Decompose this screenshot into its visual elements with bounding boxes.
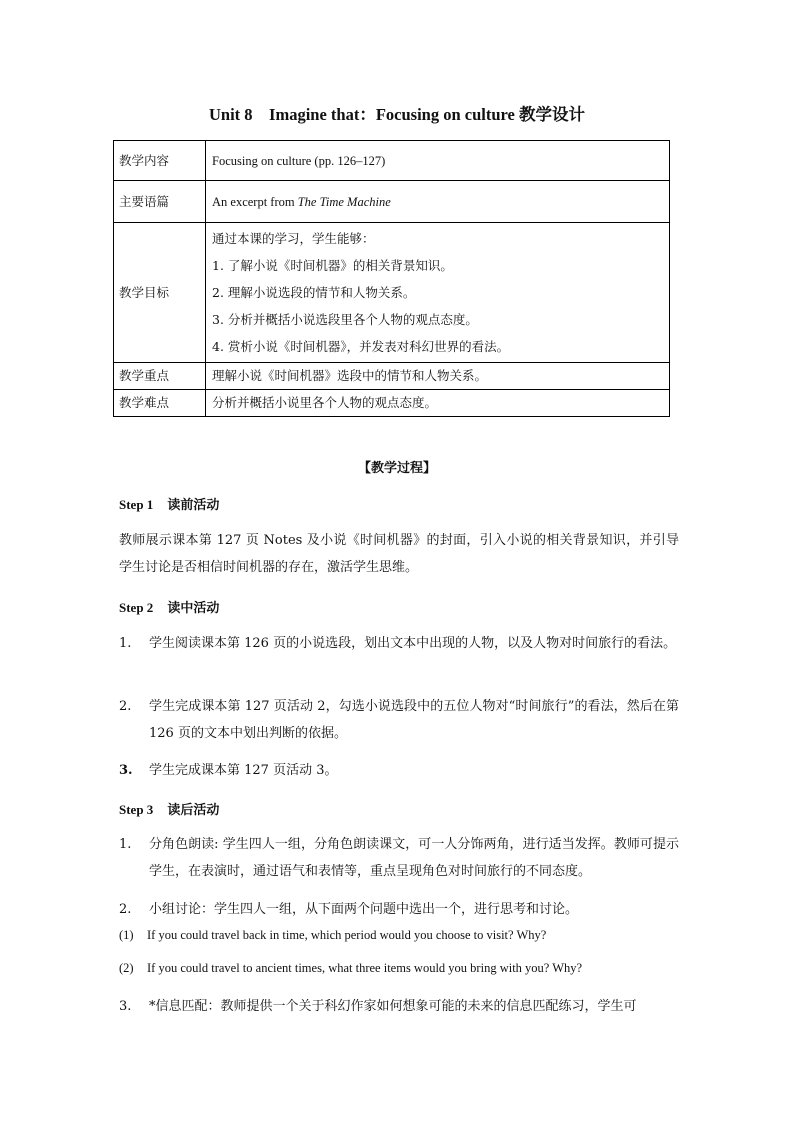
document-title: Unit 8 Imagine that：Focusing on culture 教学设计 — [208, 105, 585, 124]
table-row — [114, 141, 670, 181]
item-text: 学生完成课本第 127 页活动 2，勾选小说选段中的五位人物对“时间旅行”的看法，然后在第 126 页的文本中划出判断的依据。 — [149, 699, 679, 741]
item-number: 1. — [119, 837, 132, 852]
objective-item: 1. 了解小说《时间机器》的相关背景知识。 — [212, 258, 453, 273]
question-text: If you could travel to ancient times, what three items would you bring with you? Why? — [147, 961, 583, 975]
process-heading: 【教学过程】 — [357, 461, 436, 476]
objective-item: 2. 理解小说选段的情节和人物关系。 — [212, 285, 416, 300]
objective-item: 3. 分析并概括小说选段里各个人物的观点态度。 — [212, 312, 478, 327]
objective-intro: 通过本课的学习，学生能够： — [212, 231, 375, 246]
book-title: The Time Machine — [297, 194, 391, 209]
item-text: 分角色朗读: 学生四人一组，分角色朗读课文，可一人分饰两角，进行适当发挥。教师可提示学生，在表演时，通过语气和表情等，重点呈现角色对时间旅行的不同态度。 — [149, 837, 679, 879]
step-number: Step 3 — [119, 802, 154, 817]
step-1-paragraph: 教师展示课本第 127 页 Notes 及小说《时间机器》的封面，引入小说的相关背景知识，并引导学生讨论是否相信时间机器的存在，激活学生思维。 — [119, 533, 679, 575]
row-label-objectives: 教学目标 — [114, 223, 206, 363]
row-label-main-text: 主要语篇 — [114, 181, 206, 223]
list-item — [119, 993, 679, 1020]
table-row — [114, 223, 670, 363]
row-value-objectives — [206, 223, 670, 363]
item-text: 学生完成课本第 127 页活动 3。 — [149, 763, 338, 778]
step-name: 读前活动 — [167, 498, 220, 513]
step-2-heading — [119, 597, 219, 616]
step-name: 读后活动 — [167, 803, 220, 818]
step-number: Step 1 — [119, 497, 154, 512]
row-value-main-text — [206, 181, 670, 223]
table-row — [114, 181, 670, 223]
item-number: 2. — [119, 699, 132, 714]
discussion-question — [119, 961, 582, 976]
item-text: 学生阅读课本第 126 页的小说选段，划出文本中出现的人物，以及人物对时间旅行的看法。 — [149, 636, 677, 651]
discussion-question — [119, 928, 546, 943]
question-text: If you could travel back in time, which period would you choose to visit? Why? — [147, 928, 547, 942]
list-item — [119, 757, 679, 784]
table-row — [114, 363, 670, 390]
list-item — [119, 693, 679, 747]
item-number: 3. — [119, 999, 132, 1014]
question-number: (1) — [119, 928, 134, 942]
step-name: 读中活动 — [167, 601, 220, 616]
row-label-difficulties: 教学难点 — [114, 390, 206, 417]
step-3-heading — [119, 799, 219, 818]
step-number: Step 2 — [119, 600, 154, 615]
row-label-content: 教学内容 — [114, 141, 206, 181]
item-number: 3. — [119, 763, 133, 778]
item-text: 小组讨论：学生四人一组，从下面两个问题中选出一个，进行思考和讨论。 — [149, 902, 579, 917]
row-label-key-points: 教学重点 — [114, 363, 206, 390]
lesson-info-table — [113, 140, 670, 417]
item-text: *信息匹配：教师提供一个关于科幻作家如何想象可能的未来的信息匹配练习，学生可 — [149, 999, 637, 1014]
question-number: (2) — [119, 961, 134, 975]
list-item — [119, 831, 679, 885]
main-text-prefix: An excerpt from — [212, 194, 298, 209]
item-number: 2. — [119, 902, 132, 917]
row-value-content: Focusing on culture (pp. 126–127) — [206, 141, 670, 181]
row-value-key-points: 理解小说《时间机器》选段中的情节和人物关系。 — [206, 363, 670, 390]
objective-item: 4. 赏析小说《时间机器》，并发表对科幻世界的看法。 — [212, 339, 510, 354]
row-value-difficulties: 分析并概括小说里各个人物的观点态度。 — [206, 390, 670, 417]
table-row — [114, 390, 670, 417]
list-item — [119, 630, 679, 657]
item-number: 1. — [119, 636, 132, 651]
list-item — [119, 896, 679, 923]
step-1-heading — [119, 494, 219, 513]
